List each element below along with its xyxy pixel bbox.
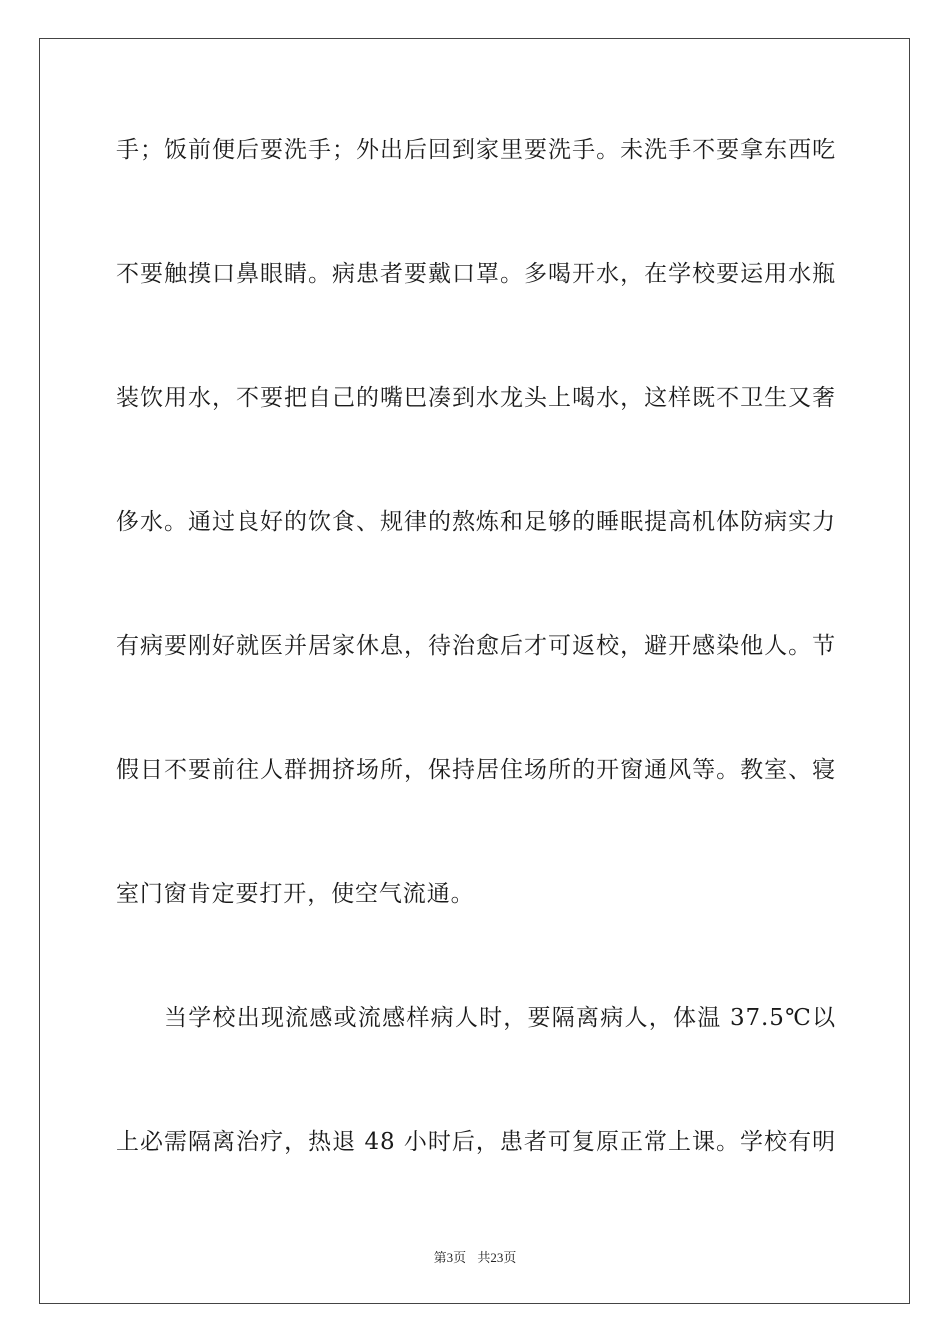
text-line-3: 装饮用水，不要把自己的嘴巴凑到水龙头上喝水，这样既不卫生又奢	[116, 385, 836, 411]
text-line-5: 有病要刚好就医并居家休息，待治愈后才可返校，避开感染他人。节	[116, 633, 836, 659]
page-footer	[0, 1247, 950, 1266]
text-line-2: 不要触摸口鼻眼睛。病患者要戴口罩。多喝开水，在学校要运用水瓶	[116, 261, 836, 287]
text-line-1: 手；饭前便后要洗手；外出后回到家里要洗手。未洗手不要拿东西吃	[116, 137, 836, 163]
page-number: 第3页	[433, 1250, 467, 1265]
text-line-9: 上必需隔离治疗，热退 48 小时后，患者可复原正常上课。学校有明	[116, 1129, 836, 1155]
text-line-4: 侈水。通过良好的饮食、规律的熬炼和足够的睡眠提高机体防病实力	[116, 509, 836, 535]
page-total: 共23页	[477, 1250, 517, 1265]
text-line-7: 室门窗肯定要打开，使空气流通。	[116, 881, 475, 907]
paragraph-start-line: 当学校出现流感或流感样病人时，要隔离病人，体温 37.5℃以	[164, 1005, 836, 1031]
page-border	[39, 38, 910, 1304]
text-line-6: 假日不要前往人群拥挤场所，保持居住场所的开窗通风等。教室、寝	[116, 757, 836, 783]
